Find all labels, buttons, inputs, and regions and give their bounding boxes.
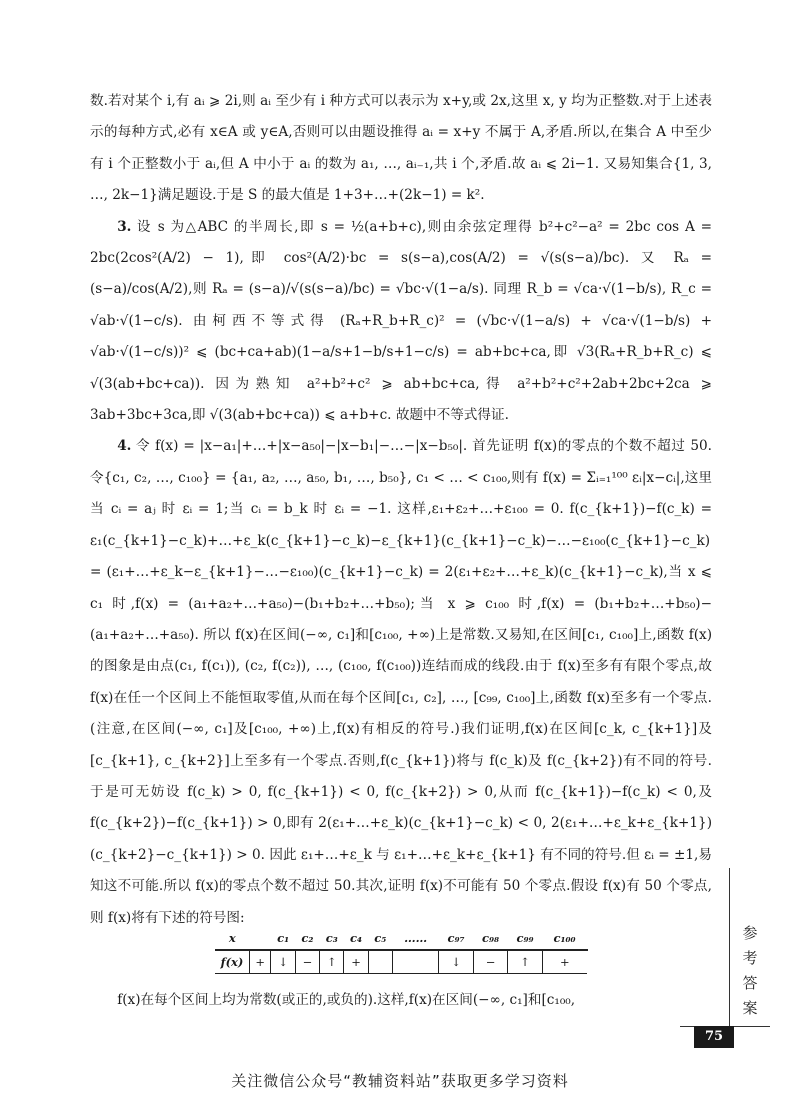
sign-table-values xyxy=(215,950,587,974)
problem-3-solution: 设 s 为△ABC 的半周长,即 s = ½(a+b+c),则由余弦定理得 b²+c²−a² = 2bc cos A = 2bc(2cos²(A/2) − 1),即 cos²(A/2)·bc = s(s−a),cos(A/2) = √(s(s−a)/bc). 又 Rₐ = (s−a)/cos(A/2),则 Rₐ = (s−a)/√(s(s−a)/bc) = √bc·√(1−a/s). 同理 R_b = √ca·√(1−b/s), R_c = √ab·√(1−c/s). 由柯西不等式得 (Rₐ+R_b+R_c)² = (√bc·√(1−a/s) + √ca·√(1−b/s) + √ab·√(1−c/s))² ⩽ (bc+ca+ab)(1−a/s+1−b/s+1−c/s) = ab+bc+ca,即 √3(Rₐ+R_b+R_c) ⩽ √(3(ab+bc+ca)). 因为熟知 a²+b²+c² ⩾ ab+bc+ca,得 a²+b²+c²+2ab+2bc+2ca ⩾ 3ab+3bc+3ca,即 √(3(ab+bc+ca)) ⩽ a+b+c. 故题中不等式得证. xyxy=(90,218,712,424)
header-cell: c₉₈ xyxy=(473,927,507,950)
paragraph-problem-3 xyxy=(90,212,712,432)
sign-cell: − xyxy=(295,950,319,974)
problem-number: 4. xyxy=(117,438,132,455)
header-cell: c₁ xyxy=(271,927,295,950)
sign-cell: ↓ xyxy=(271,950,295,974)
sign-cell: ↑ xyxy=(508,950,542,974)
sign-table-header xyxy=(215,927,587,950)
sign-cell xyxy=(392,950,438,974)
header-cell: c₉₉ xyxy=(508,927,542,950)
paragraph-continuation: 数.若对某个 i,有 aᵢ ⩾ 2i,则 aᵢ 至少有 i 种方式可以表示为 x+y,或 2x,这里 x, y 均为正整数.对于上述表示的每种方式,必有 x∈A 或 y∈A,否则可以由题设推得 aᵢ = x+y 不属于 A,矛盾.所以,在集合 A 中至少有 i 个正整数小于 aᵢ,但 A 中小于 aᵢ 的数为 a₁, …, aᵢ₋₁,共 i 个,矛盾.故 aᵢ ⩽ 2i−1. 又易知集合{1, 3, …, 2k−1}满足题设.于是 S 的最大值是 1+3+…+(2k−1) = k². xyxy=(90,93,712,204)
paragraph-problem-4 xyxy=(90,431,712,934)
header-cell: …… xyxy=(392,927,438,950)
side-tab-char: 参 xyxy=(742,924,758,942)
sign-cell: ↓ xyxy=(439,950,473,974)
side-tab-char: 考 xyxy=(742,949,758,967)
row-label: f(x) xyxy=(215,950,250,974)
problem-4-solution: 令 f(x) = |x−a₁|+…+|x−a₅₀|−|x−b₁|−…−|x−b₅₀|. 首先证明 f(x)的零点的个数不超过 50. 令{c₁, c₂, …, c₁₀₀} = {a₁, a₂, …, a₅₀, b₁, …, b₅₀}, c₁ < … < c₁₀₀,则有 f(x) = Σᵢ₌₁¹⁰⁰ εᵢ|x−cᵢ|,这里当 cᵢ = aⱼ 时 εᵢ = 1;当 cᵢ = b_k 时 εᵢ = −1. 这样,ε₁+ε₂+…+ε₁₀₀ = 0. f(c_{k+1})−f(c_k) = ε₁(c_{k+1}−c_k)+…+ε_k(c_{k+1}−c_k)−ε_{k+1}(c_{k+1}−c_k)−…−ε₁₀₀(c_{k+1}−c_k) = (ε₁+…+ε_k−ε_{k+1}−…−ε₁₀₀)(c_{k+1}−c_k) = 2(ε₁+ε₂+…+ε_k)(c_{k+1}−c_k),当 x ⩽ c₁ 时,f(x) = (a₁+a₂+…+a₅₀)−(b₁+b₂+…+b₅₀);当 x ⩾ c₁₀₀ 时,f(x) = (b₁+b₂+…+b₅₀)−(a₁+a₂+…+a₅₀). 所以 f(x)在区间(−∞, c₁]和[c₁₀₀, +∞)上是常数.又易知,在区间[c₁, c₁₀₀]上,函数 f(x)的图象是由点(c₁, f(c₁)), (c₂, f(c₂)), …, (c₁₀₀, f(c₁₀₀))连结而成的线段.由于 f(x)至多有有限个零点,故 f(x)在任一个区间上不能恒取零值,从而在每个区间[c₁, c₂], …, [c₉₉, c₁₀₀]上,函数 f(x)至多有一个零点.(注意,在区间(−∞, c₁]及[c₁₀₀, +∞)上,f(x)有相反的符号.)我们证明,f(x)在区间[c_k, c_{k+1}]及[c_{k+1}, c_{k+2}]上至多有一个零点.否则,f(c_{k+1})将与 f(c_k)及 f(c_{k+2})有不同的符号.于是可无妨设 f(c_k) > 0, f(c_{k+1}) < 0, f(c_{k+2}) > 0,从而 f(c_{k+1})−f(c_k) < 0,及 f(c_{k+2})−f(c_{k+1}) > 0,即有 2(ε₁+…+ε_k)(c_{k+1}−c_k) < 0, 2(ε₁+…+ε_k+ε_{k+1})(c_{k+2}−c_{k+1}) > 0. 因此 ε₁+…+ε_k 与 ε₁+…+ε_k+ε_{k+1} 有不同的符号.但 εᵢ = ±1,易知这不可能.所以 f(x)的零点个数不超过 50.其次,证明 f(x)不可能有 50 个零点.假设 f(x)有 50 个零点,则 f(x)将有下述的符号图: xyxy=(90,438,712,926)
header-cell: c₅ xyxy=(368,927,392,950)
header-cell: c₉₇ xyxy=(439,927,473,950)
side-tab-char: 案 xyxy=(742,999,758,1017)
sign-cell: + xyxy=(250,950,271,974)
answer-text-body xyxy=(90,86,712,934)
header-cell: c₄ xyxy=(344,927,368,950)
header-cell: c₃ xyxy=(320,927,344,950)
footer-watermark-text: 关注微信公众号“教辅资料站”获取更多学习资料 xyxy=(231,1072,569,1090)
header-cell xyxy=(250,927,271,950)
page-number: 75 xyxy=(694,1026,734,1048)
header-cell: c₁₀₀ xyxy=(542,927,587,950)
sign-cell xyxy=(368,950,392,974)
section-tab-answers xyxy=(730,922,770,1018)
sign-cell: − xyxy=(473,950,507,974)
header-cell: c₂ xyxy=(295,927,319,950)
paragraph-after-table: f(x)在每个区间上均为常数(或正的,或负的).这样,f(x)在区间(−∞, c₁]和[c₁₀₀, xyxy=(117,992,576,1008)
sign-cell: + xyxy=(542,950,587,974)
side-tab-char: 答 xyxy=(742,974,758,992)
sign-cell: ↑ xyxy=(320,950,344,974)
sign-cell: + xyxy=(344,950,368,974)
header-cell: x xyxy=(215,927,250,950)
sign-chart-table xyxy=(215,927,587,974)
problem-number: 3. xyxy=(117,218,132,235)
